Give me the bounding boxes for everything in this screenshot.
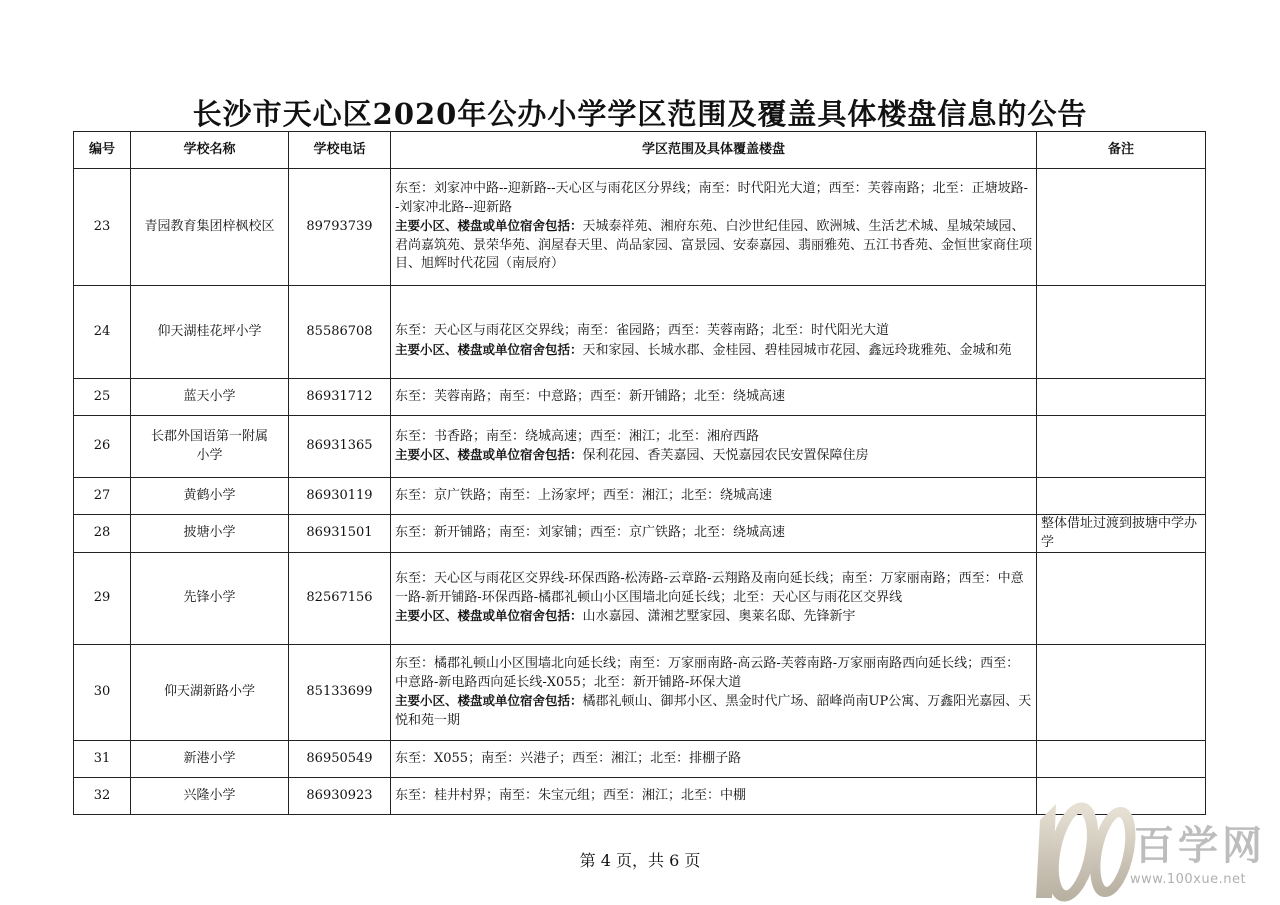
scope-communities-label: 主要小区、楼盘或单位宿舍包括： <box>395 693 583 708</box>
scope-boundaries: 东至：橘郡礼顿山小区围墙北向延长线；南至：万家丽南路-高云路-芙蓉南路-万家丽南路西向延长线；西至：中意路-新电路西向延长线-X055；北至：新开铺路-环保大道 <box>395 656 1020 690</box>
row-no: 23 <box>74 169 131 286</box>
header-school-name: 学校名称 <box>131 132 289 169</box>
row-remark <box>1037 379 1206 416</box>
row-no: 29 <box>74 553 131 645</box>
document-title: 长沙市天心区2020年公办小学学区范围及覆盖具体楼盘信息的公告 <box>192 97 1088 131</box>
row-remark <box>1037 286 1206 379</box>
row-phone: 86931712 <box>289 379 391 416</box>
row-scope <box>391 741 1037 778</box>
row-scope <box>391 286 1037 379</box>
row-remark: 整体借址过渡到披塘中学办学 <box>1037 515 1206 553</box>
row-scope <box>391 169 1037 286</box>
row-school-name: 兴隆小学 <box>131 778 289 815</box>
scope-boundaries: 东至：X055；南至：兴港子；西至：湘江；北至：排棚子路 <box>395 750 742 766</box>
row-school-name: 仰天湖桂花坪小学 <box>131 286 289 379</box>
scope-boundaries: 东至：天心区与雨花区交界线-环保西路-松涛路-云章路-云翔路及南向延长线；南至：万家丽南路；西至：中意一路-新开铺路-环保西路-橘郡礼顿山小区围墙北向延长线；北至：天心区与雨花区交界线 <box>395 571 1024 605</box>
table-row <box>74 379 1206 416</box>
scope-communities-label: 主要小区、楼盘或单位宿舍包括： <box>395 218 583 234</box>
scope-communities-label: 主要小区、楼盘或单位宿舍包括： <box>395 447 583 462</box>
scope-boundaries: 东至：书香路；南至：绕城高速；西至：湘江；北至：湘府西路 <box>395 428 760 444</box>
row-school-name: 长郡外国语第一附属小学 <box>131 416 289 478</box>
table-header-row <box>74 132 1206 169</box>
row-school-name: 新港小学 <box>131 741 289 778</box>
scope-communities: 橘郡礼顿山、御邦小区、黑金时代广场、韶峰尚南UP公寓、万鑫阳光嘉园、天悦和苑一期 <box>395 694 1032 728</box>
scope-communities: 山水嘉园、潇湘艺墅家园、奥莱名邸、先锋新宇 <box>582 609 856 625</box>
header-scope: 学区范围及具体覆盖楼盘 <box>391 132 1037 169</box>
row-phone: 86950549 <box>289 741 391 778</box>
row-remark <box>1037 416 1206 478</box>
row-school-name: 先锋小学 <box>131 553 289 645</box>
scope-communities-label: 主要小区、楼盘或单位宿舍包括： <box>395 608 583 624</box>
table-row <box>74 478 1206 515</box>
row-no: 28 <box>74 515 131 553</box>
row-remark <box>1037 741 1206 778</box>
table-row <box>74 169 1206 286</box>
scope-communities: 天和家园、长城水郡、金桂园、碧桂园城市花园、鑫远玲珑雅苑、金城和苑 <box>582 342 1012 358</box>
scope-boundaries: 东至：天心区与雨花区交界线；南至：雀园路；西至：芙蓉南路；北至：时代阳光大道 <box>395 323 890 338</box>
row-phone: 82567156 <box>289 553 391 645</box>
scope-communities: 保利花园、香芙嘉园、天悦嘉园农民安置保障住房 <box>582 448 869 463</box>
row-scope <box>391 478 1037 515</box>
row-scope <box>391 553 1037 645</box>
row-remark <box>1037 645 1206 741</box>
row-no: 26 <box>74 416 131 478</box>
table-row <box>74 741 1206 778</box>
scope-communities: 天城泰祥苑、湘府东苑、白沙世纪佳园、欧洲城、生活艺术城、星城荣域园、君尚嘉筑苑、景荣华苑、润屋春天里、尚品家园、富景园、安泰嘉园、翡丽雅苑、五江书香苑、金恒世家商住项目、旭辉时代花园（南辰府） <box>395 219 1033 272</box>
row-school-name: 黄鹤小学 <box>131 478 289 515</box>
row-no: 27 <box>74 478 131 515</box>
scope-communities-label: 主要小区、楼盘或单位宿舍包括： <box>395 341 583 357</box>
row-scope <box>391 416 1037 478</box>
table-row <box>74 645 1206 741</box>
row-phone: 86931365 <box>289 416 391 478</box>
row-no: 30 <box>74 645 131 741</box>
scope-boundaries: 东至：新开铺路；南至：刘家铺；西至：京广铁路；北至：绕城高速 <box>395 525 786 541</box>
table-row <box>74 553 1206 645</box>
row-no: 32 <box>74 778 131 815</box>
row-school-name: 仰天湖新路小学 <box>131 645 289 741</box>
row-scope <box>391 515 1037 553</box>
row-remark <box>1037 478 1206 515</box>
row-phone: 85586708 <box>289 286 391 379</box>
table-row <box>74 515 1206 553</box>
row-no: 25 <box>74 379 131 416</box>
scope-boundaries: 东至：京广铁路；南至：上汤家坪；西至：湘江；北至：绕城高速 <box>395 487 773 503</box>
row-scope <box>391 778 1037 815</box>
scope-boundaries: 东至：芙蓉南路；南至：中意路；西至：新开铺路；北至：绕城高速 <box>395 388 786 404</box>
row-remark <box>1037 169 1206 286</box>
row-remark <box>1037 553 1206 645</box>
scope-boundaries: 东至：刘家冲中路--迎新路--天心区与雨花区分界线；南至：时代阳光大道；西至：芙蓉南路；北至：正塘坡路--刘家冲北路--迎新路 <box>395 181 1028 215</box>
row-scope <box>391 379 1037 416</box>
watermark-brand: 百学网 <box>1134 823 1266 869</box>
row-school-name: 披塘小学 <box>131 515 289 553</box>
scope-boundaries: 东至：桂井村界；南至：朱宝元组；西至：湘江；北至：中棚 <box>395 787 747 803</box>
page-number: 第 4 页，共 6 页 <box>579 851 701 870</box>
row-school-name: 蓝天小学 <box>131 379 289 416</box>
row-school-name: 青园教育集团梓枫校区 <box>131 169 289 286</box>
row-phone: 89793739 <box>289 169 391 286</box>
row-scope <box>391 645 1037 741</box>
table-row <box>74 286 1206 379</box>
watermark-url: www.100xue.net <box>1130 872 1247 887</box>
row-phone: 86931501 <box>289 515 391 553</box>
row-phone: 86930923 <box>289 778 391 815</box>
header-remark: 备注 <box>1037 132 1206 169</box>
row-phone: 86930119 <box>289 478 391 515</box>
row-phone: 85133699 <box>289 645 391 741</box>
header-no: 编号 <box>74 132 131 169</box>
school-district-table <box>73 131 1206 815</box>
header-school-phone: 学校电话 <box>289 132 391 169</box>
row-no: 31 <box>74 741 131 778</box>
row-no: 24 <box>74 286 131 379</box>
table-row <box>74 416 1206 478</box>
